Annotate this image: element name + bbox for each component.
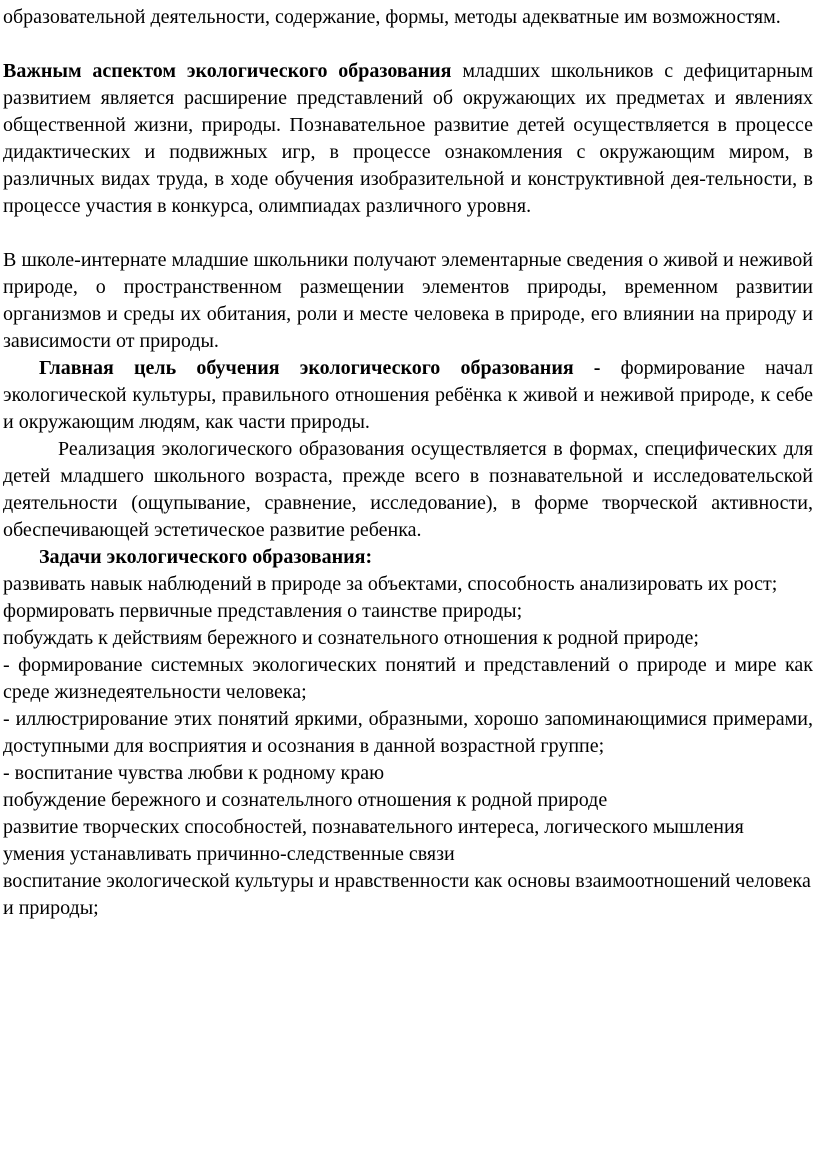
goal-bold-text: Главная цель обучения экологического образования - — [39, 357, 621, 379]
tasks-heading: Задачи экологического образования: — [39, 546, 373, 568]
list-item: воспитание экологической культуры и нравственности как основы взаимоотношений человека и природы; — [3, 870, 811, 919]
list-item: - воспитание чувства любви к родному краю — [3, 762, 385, 784]
aspect-text: младших школьников с дефицитарным развитием является расширение представлений об окружающих их предметах и явлениях общественной жизни, природы. Познавательное развитие детей осуществляется в процессе дидактических и подвижных игр, в процессе ознакомления с окружающим миром, в различных видах труда, в ходе обучения изобразительной и конструктивной дея-тельности, в процессе участия в конкурса, олимпиадах различного уровня. — [3, 60, 813, 217]
intro-paragraph: образовательной деятельности, содержание, формы, методы адекватные им возможностям. — [3, 6, 781, 28]
school-paragraph: В школе-интернате младшие школьники получают элементарные сведения о живой и неживой природе, о пространственном размещении элементов природы, временном развитии организмов и среды их обитания, роли и месте человека в природе, его влиянии на природу и зависимости от природы. — [3, 249, 813, 352]
aspect-bold-text: Важным аспектом экологического образования — [3, 60, 452, 82]
goal-paragraph — [3, 355, 813, 436]
list-item: развивать навык наблюдений в природе за объектами, способность анализировать их рост; — [3, 573, 778, 595]
aspect-paragraph — [3, 58, 813, 220]
list-item: формировать первичные представления о таинстве природы; — [3, 600, 523, 622]
list-item: побуждать к действиям бережного и сознательного отношения к родной природе; — [3, 627, 699, 649]
list-item: побуждение бережного и сознательлного отношения к родной природе — [3, 789, 608, 811]
list-item: умения устанавливать причинно-следственные связи — [3, 843, 455, 865]
realization-paragraph: Реализация экологического образования осуществляется в формах, специфических для детей младшего школьного возраста, прежде всего в познавательной и исследовательской деятельности (ощупывание, сравнение, исследование), в форме творческой активности, обеспечивающей эстетическое развитие ребенка. — [3, 438, 813, 541]
paragraph-gap — [3, 31, 813, 58]
paragraph-gap — [3, 220, 813, 247]
goal-text: формирование начал экологической культуры, правильного отношения ребёнка к живой и неживой природе, к себе и окружающим людям, как части природы. — [3, 357, 813, 433]
list-item: - формирование системных экологических понятий и представлений о природе и мире как среде жизнедеятельности человека; — [3, 654, 813, 703]
list-item: развитие творческих способностей, познавательного интереса, логического мышления — [3, 816, 744, 838]
tasks-list — [3, 571, 813, 922]
list-item: - иллюстрирование этих понятий яркими, образными, хорошо запоминающимися примерами, доступными для восприятия и осознания в данной возрастной группе; — [3, 708, 813, 757]
